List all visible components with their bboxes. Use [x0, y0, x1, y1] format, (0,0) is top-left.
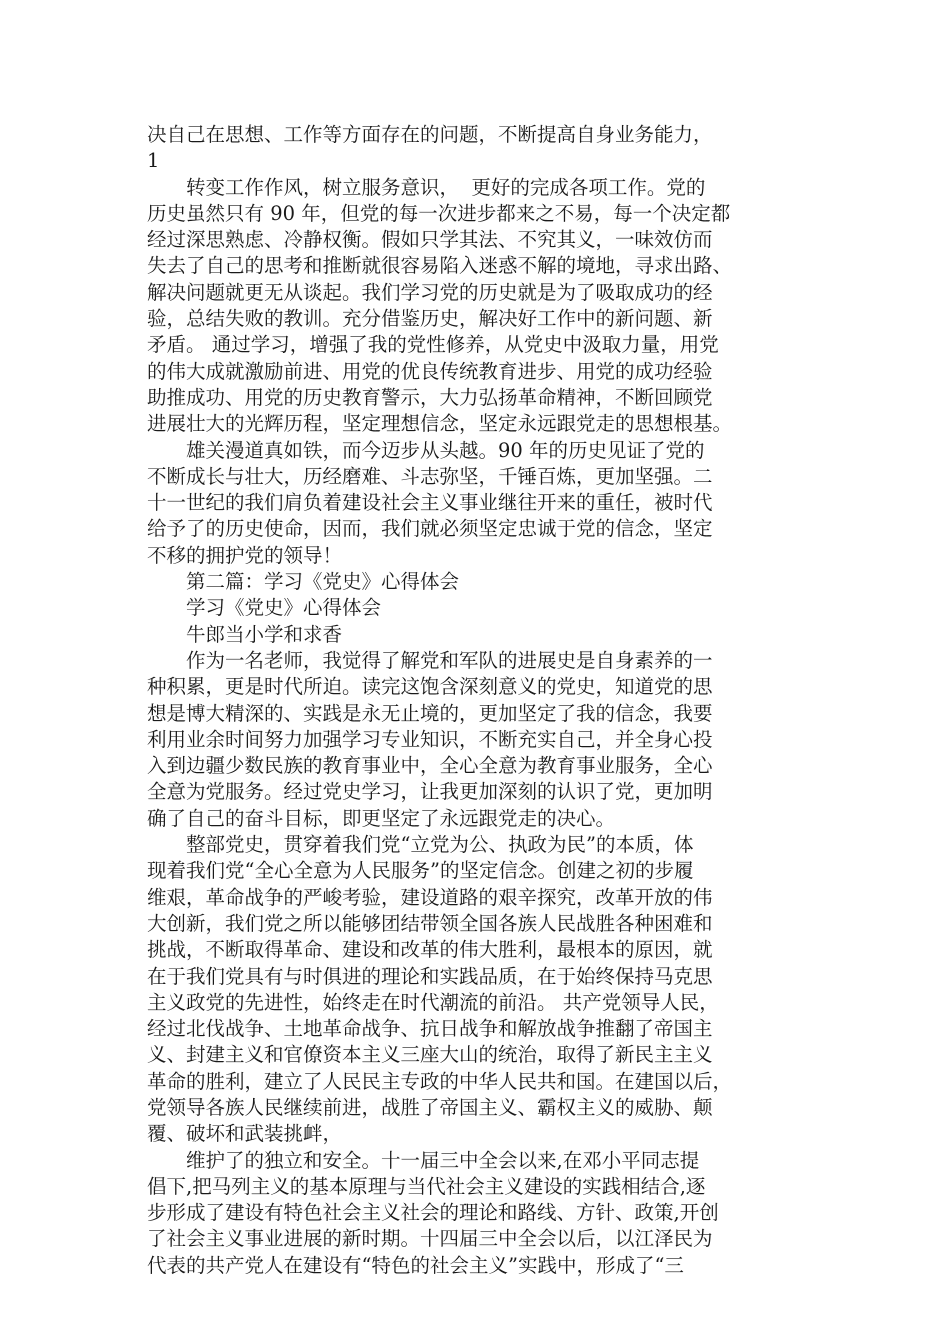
text-line: 助推成功、用党的历史教育警示，大力弘扬革命精神，不断回顾党	[147, 385, 713, 409]
text-line: 决自己在思想、工作等方面存在的问题，不断提高自身业务能力，	[147, 123, 713, 146]
text-line: 雄关漫道真如铁，而今迈步从头越。90 年的历史见证了党的	[147, 438, 705, 462]
text-line: 经过北伐战争、土地革命战争、抗日战争和解放战争推翻了帝国主	[147, 1017, 713, 1041]
text-line: 失去了自己的思考和推断就很容易陷入迷惑不解的境地，寻求出路、	[147, 254, 733, 278]
text-line: 大创新，我们党之所以能够团结带领全国各族人民战胜各种困难和	[147, 911, 713, 935]
article-title: 学习《党史》心得体会	[147, 596, 382, 620]
text-line: 经过深思熟虑、冷静权衡。假如只学其法、不究其义，一味效仿而	[147, 228, 713, 252]
section-heading: 第二篇：学习《党史》心得体会	[147, 570, 460, 594]
text-line: 转变工作作风，树立服务意识， 更好的完成各项工作。党的	[147, 175, 706, 199]
text-line: 步形成了建设有特色社会主义社会的理论和路线、方针、政策,开创	[147, 1201, 719, 1225]
text-line: 维艰，革命战争的严峻考验，建设道路的艰辛探究，改革开放的伟	[147, 885, 713, 909]
text-line: 了社会主义事业进展的新时期。十四届三中全会以后，以江泽民为	[147, 1227, 713, 1251]
text-line: 矛盾。 通过学习，增强了我的党性修养，从党史中汲取力量，用党	[147, 333, 719, 357]
text-line: 验，总结失败的教训。充分借鉴历史，解决好工作中的新问题、新	[147, 307, 713, 331]
text-line: 革命的胜利，建立了人民民主专政的中华人民共和国。在建国以后，	[147, 1069, 733, 1093]
text-line: 历史虽然只有 90 年，但党的每一次进步都来之不易，每一个决定都	[147, 201, 731, 225]
text-line: 挑战，不断取得革命、建设和改革的伟大胜利，最根本的原因，就	[147, 938, 713, 962]
text-line: 整部党史，贯穿着我们党“立党为公、执政为民”的本质，体	[147, 833, 694, 857]
text-line: 不断成长与壮大，历经磨难、斗志弥坚，千锤百炼，更加坚强。二	[147, 464, 713, 488]
text-line: 进展壮大的光辉历程，坚定理想信念，坚定永远跟党走的思想根基。	[147, 412, 733, 436]
text-line: 给予了的历史使命，因而，我们就必须坚定忠诚于党的信念，坚定	[147, 517, 713, 541]
author-line: 牛郎当小学和求香	[147, 622, 343, 646]
text-line: 全意为党服务。经过党史学习，让我更加深刻的认识了党，更加明	[147, 780, 713, 804]
text-line: 种积累，更是时代所迫。读完这饱含深刻意义的党史，知道党的思	[147, 675, 713, 699]
text-line: 倡下,把马列主义的基本原理与当代社会主义建设的实践相结合,逐	[147, 1174, 706, 1198]
text-line: 确了自己的奋斗目标，即更坚定了永远跟党走的决心。	[147, 806, 616, 830]
text-line: 不移的拥护党的领导！	[147, 543, 343, 567]
text-line: 在于我们党具有与时俱进的理论和实践品质，在于始终保持马克思	[147, 964, 713, 988]
text-line: 主义政党的先进性，始终走在时代潮流的前沿。 共产党领导人民，	[147, 990, 719, 1014]
text-line: 代表的共产党人在建设有“特色的社会主义”实践中，形成了“三	[147, 1253, 684, 1277]
text-line: 利用业余时间努力加强学习专业知识，不断充实自己，并全身心投	[147, 727, 713, 751]
text-line: 覆、破坏和武装挑衅，	[147, 1122, 343, 1146]
text-line: 维护了的独立和安全。十一届三中全会以来,在邓小平同志提	[147, 1148, 700, 1172]
text-line: 的伟大成就激励前进、用党的优良传统教育进步、用党的成功经验	[147, 359, 713, 383]
text-line: 解决问题就更无从谈起。我们学习党的历史就是为了吸取成功的经	[147, 280, 713, 304]
text-line: 入到边疆少数民族的教育事业中，全心全意为教育事业服务，全心	[147, 754, 713, 778]
text-line: 想是博大精深的、实践是永无止境的，更加坚定了我的信念，我要	[147, 701, 713, 725]
page-number: 1	[147, 149, 160, 173]
document-page	[147, 122, 827, 1279]
text-line: 党领导各族人民继续前进，战胜了帝国主义、霸权主义的威胁、颠	[147, 1095, 713, 1119]
text-line: 义、封建主义和官僚资本主义三座大山的统治，取得了新民主主义	[147, 1043, 713, 1067]
text-line: 十一世纪的我们肩负着建设社会主义事业继往开来的重任，被时代	[147, 491, 713, 515]
text-line: 现着我们党“全心全意为人民服务”的坚定信念。创建之初的步履	[147, 859, 694, 883]
text-line: 作为一名老师，我觉得了解党和军队的进展史是自身素养的一	[147, 648, 713, 672]
